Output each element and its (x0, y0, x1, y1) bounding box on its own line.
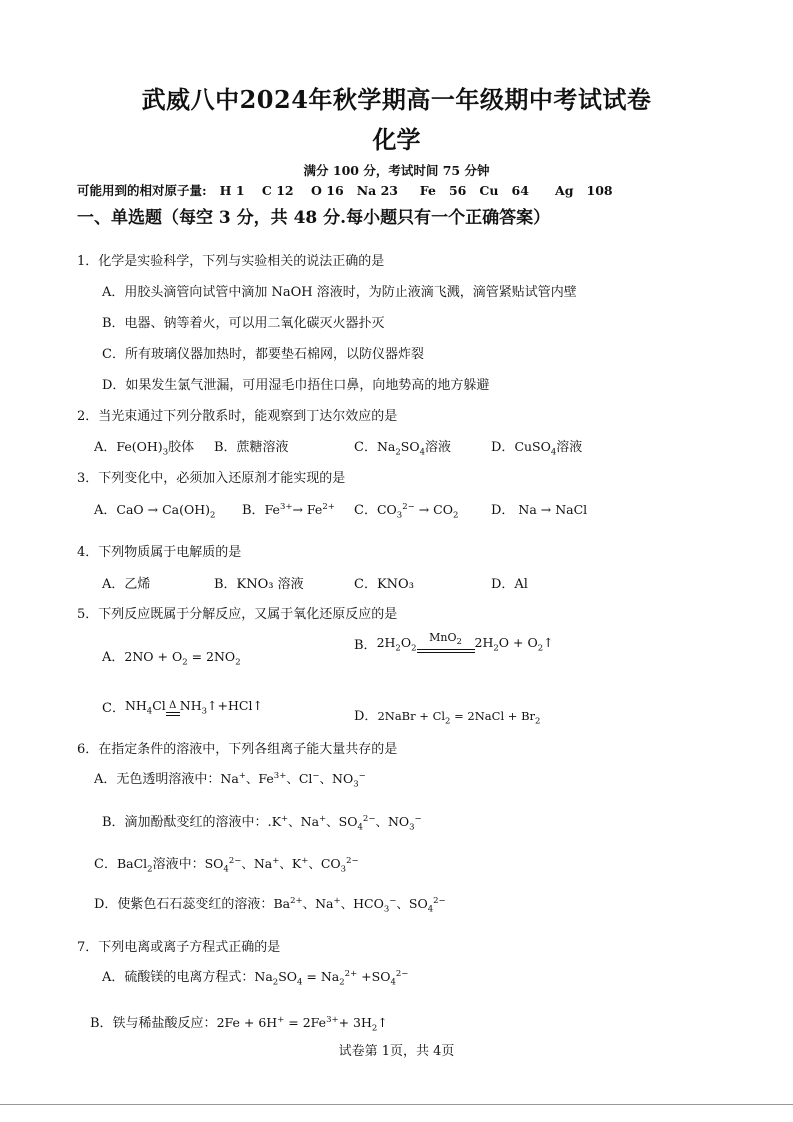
option-c-text: 溶液中： (152, 857, 205, 872)
equation-ionization: $Na_2SO_4 = Na_2^{2+} +SO_4^{2-}$ (254, 968, 409, 988)
question-1-stem: 1．化学是实验科学，下列与实验相关的说法正确的是 (77, 254, 385, 269)
equation-no-o2: $2NO + O_2 = 2NO_2$ (124, 649, 241, 668)
question-5-option-b (354, 632, 554, 653)
option-a-label: A． (94, 440, 117, 455)
question-5-stem: 5．下列反应既属于分解反应，又属于氧化还原反应的是 (77, 607, 398, 622)
question-2-option-a (94, 436, 194, 458)
question-1-option-c: C．所有玻璃仪器加热时，都要垫石棉网，以防仪器炸裂 (102, 347, 424, 362)
question-7-stem: 7．下列电离或离子方程式正确的是 (77, 940, 281, 955)
question-3-option-b (242, 499, 335, 518)
equation-fe3-to-fe2: $Fe^{3+}\to Fe^{2+}$ (264, 501, 335, 517)
question-6-option-a (94, 768, 366, 790)
question-1-option-b: B．电器、钠等着火，可以用二氧化碳灭火器扑灭 (102, 316, 385, 331)
equation-nabr-cl2: 2NaBr + $Cl_2$ = 2NaCl + $Br_2$ (377, 709, 541, 727)
option-b-label: B． (354, 638, 377, 654)
question-7-option-a (102, 966, 408, 988)
option-b-label: B． (242, 503, 265, 518)
ions-set-b: K+、Na+、$SO_4^{2-}$、$NO_3^-$ (271, 813, 422, 833)
exam-meta: 满分 100 分，考试时间 75 分钟 (303, 163, 490, 178)
question-7-option-b (90, 1012, 388, 1034)
question-6-stem: 6．在指定条件的溶液中，下列各组离子能大量共存的是 (77, 742, 398, 757)
ions-set-d: $Ba^{2+}$、Na+、$HCO_3^-$、$SO_4^{2-}$ (273, 895, 446, 915)
option-d-label: D． (354, 709, 378, 724)
question-2-option-b: B．蔗糖溶液 (214, 440, 289, 455)
equation-nh4cl-products: $NH_3↑+HCl↑$ (179, 697, 263, 716)
question-4-option-b: B．KNO₃ 溶液 (214, 577, 304, 592)
option-b-label: B．铁与稀盐酸反应： (90, 1016, 217, 1031)
option-b-label: B．滴加酚酞变红的溶液中：. (102, 815, 272, 830)
question-5-option-d (354, 705, 540, 726)
question-3-option-a (94, 499, 215, 521)
option-d-label: D． (491, 440, 515, 455)
option-d-label: D．使紫色石石蕊变红的溶液： (94, 897, 274, 912)
question-2-option-c (354, 436, 451, 458)
option-c-label: C． (94, 857, 117, 872)
section-heading: 一、单选题（每空 3 分，共 48 分.每小题只有一个正确答案） (77, 208, 551, 228)
question-4-option-a: A．乙烯 (102, 577, 151, 592)
subject-title: 化学 (372, 125, 421, 154)
question-2-option-d (491, 436, 582, 458)
page-bottom-divider (0, 1104, 793, 1105)
question-6-option-b (102, 811, 422, 833)
question-1-option-d: D．如果发生氯气泄漏，可用湿毛巾捂住口鼻，向地势高的地方躲避 (102, 378, 490, 393)
formula-bacl2: BaCl$_2$ (116, 856, 153, 875)
equation-nh4cl: $NH_4Cl$ (124, 697, 166, 716)
heat-equals: Δ (166, 700, 180, 716)
option-c-text: 溶液 (425, 440, 452, 455)
option-d-text: 溶液 (556, 440, 583, 455)
page-footer: 试卷第 1页，共 4页 (338, 1044, 455, 1059)
question-6-option-c (94, 853, 359, 875)
equation-fe-hcl: $2Fe + 6H^+ = 2Fe^{3+}+$ $3H_2↑$ (216, 1014, 388, 1034)
equation-h2o2-products: $2H_2O$ + $O_2↑$ (474, 634, 554, 654)
option-a-label: A．硫酸镁的电离方程式： (102, 970, 255, 985)
mno2-catalyst-equals: MnO$_2$ (417, 632, 475, 653)
formula-cuso4: CuSO$_4$ (514, 439, 557, 458)
equation-co3-to-co2: $CO_3^{2-} \to CO_2$ (376, 501, 459, 521)
question-3-option-c (354, 499, 458, 521)
equation-cao-to-caoh2: CaO → $Ca(OH)_2$ (116, 502, 216, 521)
atomic-masses: 可能用到的相对原子量: H 1 C 12 O 16 Na 23 Fe 56 Cu 64 Ag 108 (77, 183, 613, 198)
option-c-label: C． (354, 440, 377, 455)
formula-na2so4: $Na_2SO_4$ (376, 439, 425, 458)
option-a-label: A．无色透明溶液中： (94, 772, 221, 787)
ions-set-a: Na+、$Fe^{3+}$、Cl−、$NO_3^-$ (220, 770, 366, 790)
question-5-option-a (102, 646, 241, 668)
question-5-option-c (102, 697, 263, 716)
option-a-text: 胶体 (168, 440, 195, 455)
question-6-option-d (94, 893, 446, 915)
option-d-label: D． (491, 503, 515, 518)
option-a-label: A． (94, 503, 117, 518)
question-1-option-a: A．用胶头滴管向试管中滴加 NaOH 溶液时，为防止液滴飞溅，滴管紧贴试管内壁 (102, 285, 577, 300)
question-3-stem: 3．下列变化中，必须加入还原剂才能实现的是 (77, 471, 346, 486)
option-c-label: C． (102, 701, 125, 716)
exam-title: 武威八中2024年秋学期高一年级期中考试试卷 (141, 85, 652, 114)
option-c-label: C． (354, 503, 377, 518)
question-3-option-d (491, 499, 587, 518)
question-4-stem: 4．下列物质属于电解质的是 (77, 545, 242, 560)
ions-set-c: $SO_4^{2-}$、Na+、K+、$CO_3^{2-}$ (204, 855, 359, 875)
formula-fe-oh-3: $Fe(OH)_3$ (116, 439, 169, 458)
question-2-stem: 2．当光束通过下列分散系时，能观察到丁达尔效应的是 (77, 409, 398, 424)
question-4-option-d: D．Al (491, 577, 528, 592)
equation-h2o2-decomposition: $2H_2O_2$ (376, 634, 417, 654)
option-a-label: A． (102, 650, 125, 665)
question-4-option-c: C．KNO₃ (354, 577, 414, 592)
equation-na-to-nacl: Na → NaCl (514, 502, 588, 517)
